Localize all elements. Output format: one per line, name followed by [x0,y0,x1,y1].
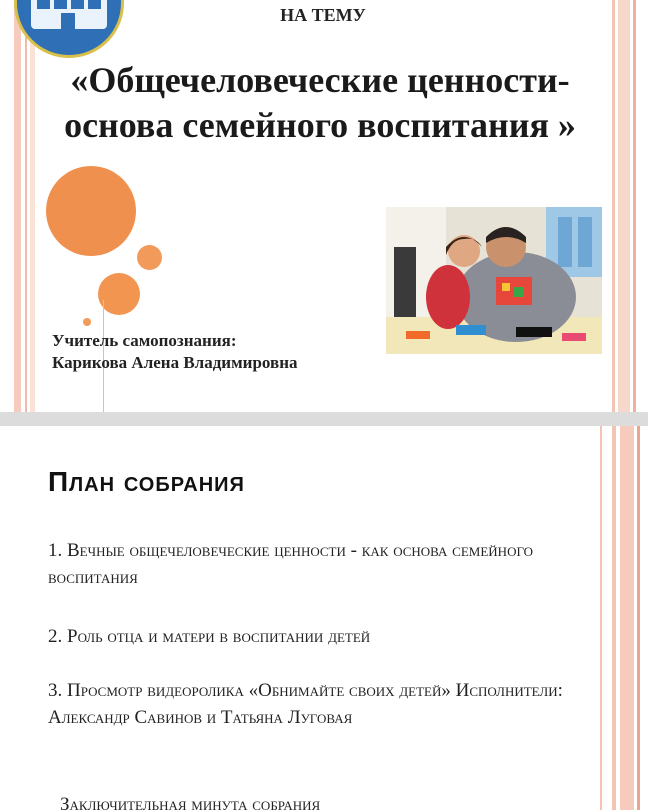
decor-circle [83,318,91,326]
teacher-name: Карикова Алена Владимировна [52,353,298,373]
plan-item-3: 3. Просмотр видеоролика «Обнимайте своих детей» Исполнители: Александр Савинов и Татьяна Луговая [48,680,563,728]
decor-stripe [633,0,636,412]
teacher-role: Учитель самопознания: [52,331,237,350]
decor-stripe [620,426,634,810]
decor-stripe [25,0,27,412]
plan-title: План собрания [48,466,245,497]
plan-item-2: 2. Роль отца и матери в воспитании детей [48,626,371,647]
decor-stripe [612,426,616,810]
decor-stripe [600,426,602,810]
decor-circle [98,273,140,315]
plan-item-1: 1. Вечные общечеловеческие ценности - как основа семейного воспитания [48,540,534,588]
teacher-info [52,330,298,374]
decor-stripe [618,0,630,412]
decor-stripe [612,0,615,412]
slide-plan [0,426,648,810]
decor-circle [137,245,162,270]
plan-item-4: Заключительная минута собрания [60,794,321,810]
decor-stripe [637,426,640,810]
slide-title-text: «Общечеловеческие ценности- основа семейного воспитания » [64,60,576,146]
decor-circle [46,166,136,256]
slide-subtitle: НА ТЕМУ [280,5,366,25]
photo-father-daughter [386,207,602,354]
decor-stripe [14,0,21,412]
